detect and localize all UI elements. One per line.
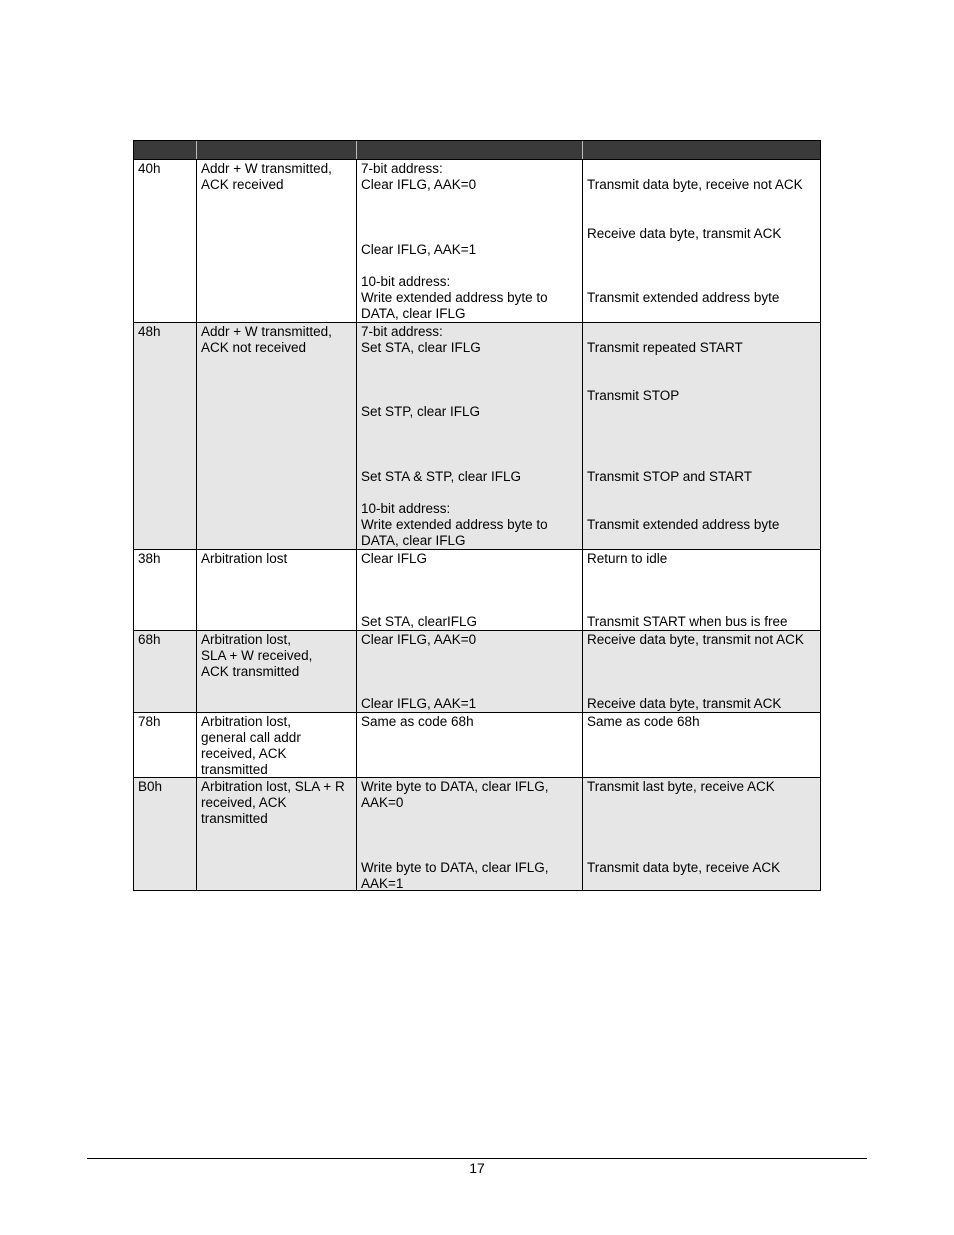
page-number: 17 — [469, 1160, 485, 1176]
code-cell: 48h — [138, 324, 161, 339]
state-cell: Arbitration lost, SLA + W received, ACK transmitted — [201, 632, 313, 679]
table-row — [134, 712, 820, 777]
action-text: Clear IFLG, AAK=0 — [361, 177, 477, 192]
header-divider — [356, 141, 357, 159]
result-text: Transmit STOP — [587, 388, 680, 403]
table-row — [134, 777, 820, 890]
code-cell: 78h — [138, 714, 161, 729]
action-text: Write byte to DATA, clear IFLG, AAK=0 — [361, 779, 549, 810]
action-text: 10-bit address: — [361, 501, 451, 516]
action-text: Write byte to DATA, clear IFLG, AAK=1 — [361, 860, 549, 891]
result-text: Same as code 68h — [587, 714, 700, 729]
action-text: Set STA & STP, clear IFLG — [361, 469, 522, 484]
state-cell: Arbitration lost, general call addr received, ACK transmitted — [201, 714, 301, 777]
footer-rule — [87, 1158, 867, 1159]
result-text: Transmit last byte, receive ACK — [587, 779, 775, 794]
action-text: Clear IFLG, AAK=0 — [361, 632, 477, 647]
result-text: Transmit data byte, receive ACK — [587, 860, 781, 875]
result-text: Return to idle — [587, 551, 668, 566]
table-row — [134, 549, 820, 630]
header-divider — [196, 141, 197, 159]
result-text: Transmit data byte, receive not ACK — [587, 177, 803, 192]
state-cell: Addr + W transmitted, ACK not received — [201, 324, 332, 355]
action-text: Write extended address byte to DATA, clear IFLG — [361, 517, 548, 548]
action-text: Clear IFLG, AAK=1 — [361, 696, 477, 711]
result-text: Receive data byte, transmit not ACK — [587, 632, 804, 647]
result-text: Receive data byte, transmit ACK — [587, 226, 782, 241]
action-text: 7-bit address: — [361, 324, 443, 339]
action-text: Set STA, clear IFLG — [361, 340, 481, 355]
table-row — [134, 630, 820, 712]
result-text: Transmit STOP and START — [587, 469, 753, 484]
table-row — [134, 159, 820, 322]
action-text: Clear IFLG, AAK=1 — [361, 242, 477, 257]
action-text: Set STA, clearIFLG — [361, 614, 478, 629]
code-cell: 38h — [138, 551, 161, 566]
result-text: Transmit repeated START — [587, 340, 743, 355]
state-cell: Arbitration lost, SLA + R received, ACK transmitted — [201, 779, 345, 826]
status-code-table — [133, 140, 821, 891]
state-cell: Addr + W transmitted, ACK received — [201, 161, 332, 192]
result-text: Receive data byte, transmit ACK — [587, 696, 782, 711]
table-header-bar — [134, 141, 820, 159]
action-text: Write extended address byte to DATA, clear IFLG — [361, 290, 548, 321]
action-text: Same as code 68h — [361, 714, 474, 729]
action-text: Set STP, clear IFLG — [361, 404, 481, 419]
result-text: Transmit START when bus is free — [587, 614, 788, 629]
result-text: Transmit extended address byte — [587, 517, 780, 532]
action-text: 10-bit address: — [361, 274, 451, 289]
header-divider — [582, 141, 583, 159]
result-text: Transmit extended address byte — [587, 290, 780, 305]
table-row — [134, 322, 820, 549]
code-cell: 40h — [138, 161, 161, 176]
action-text: Clear IFLG — [361, 551, 428, 566]
state-cell: Arbitration lost — [201, 551, 288, 566]
code-cell: B0h — [138, 779, 163, 794]
action-text: 7-bit address: — [361, 161, 443, 176]
code-cell: 68h — [138, 632, 161, 647]
